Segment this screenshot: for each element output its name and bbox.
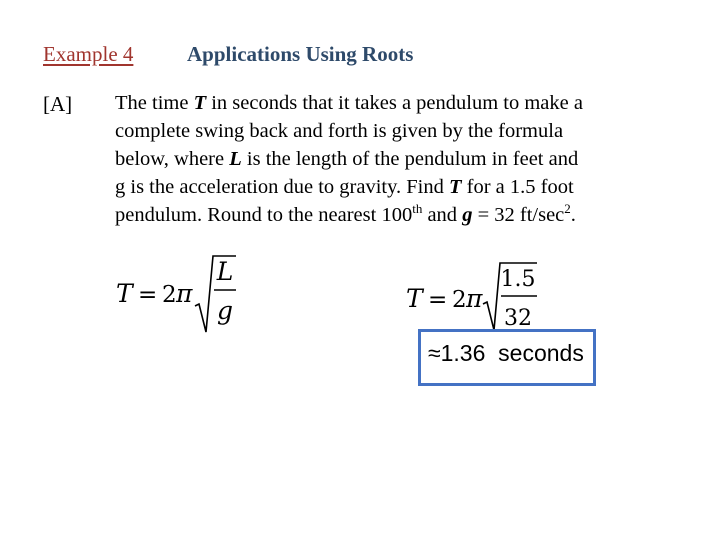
answer-value: 1.36 xyxy=(440,340,486,366)
formula-lhs: T xyxy=(116,279,133,308)
variable-L: L xyxy=(229,148,242,170)
variable-T: T xyxy=(193,92,207,114)
formula-pi: π xyxy=(466,284,483,313)
problem-line-2 xyxy=(115,117,695,145)
text-run: pendulum. Round to the nearest 100 xyxy=(115,204,413,226)
text-run: g is the acceleration due to gravity. Find xyxy=(115,176,449,198)
text-run: below, where xyxy=(115,148,230,170)
problem-line-5 xyxy=(115,201,695,231)
approx-symbol: ≈ xyxy=(428,340,441,366)
problem-line-1 xyxy=(115,89,695,117)
fraction-denominator: g xyxy=(216,296,234,325)
fraction-numerator: L xyxy=(216,257,234,286)
part-label: [A] xyxy=(43,92,73,116)
variable-T: T xyxy=(448,176,462,198)
text-run: The time xyxy=(115,92,194,114)
answer-unit: seconds xyxy=(498,340,584,366)
formula-coefficient: 2 xyxy=(452,287,467,313)
example-label: Example 4 xyxy=(43,42,134,66)
problem-text xyxy=(115,89,695,231)
fraction-denominator: 32 xyxy=(504,306,532,331)
ordinal-superscript: th xyxy=(412,201,423,216)
formula-substituted xyxy=(400,258,550,338)
formula-general xyxy=(110,250,250,340)
variable-g: g xyxy=(462,204,473,226)
text-run: for a 1.5 foot xyxy=(461,176,574,198)
fraction-numerator: 1.5 xyxy=(500,267,536,292)
problem-line-3 xyxy=(115,145,695,173)
text-run: in seconds that it takes a pendulum to make a xyxy=(206,92,583,114)
formula-coefficient: 2 xyxy=(162,282,177,308)
problem-line-4 xyxy=(115,173,695,201)
answer-text xyxy=(428,340,584,367)
section-title: Applications Using Roots xyxy=(187,42,414,66)
formula-equals: = xyxy=(428,287,448,313)
formula-lhs: T xyxy=(406,284,423,313)
text-run: complete swing back and forth is given by the formula xyxy=(115,120,564,142)
text-run: . xyxy=(570,204,576,226)
text-run: = 32 ft/sec xyxy=(472,204,565,226)
formula-pi: π xyxy=(176,279,193,308)
formula-equals: = xyxy=(138,282,158,308)
text-run: is the length of the pendulum in feet and xyxy=(241,148,579,170)
text-run: and xyxy=(422,204,463,226)
exponent-superscript: 2 xyxy=(564,201,571,216)
